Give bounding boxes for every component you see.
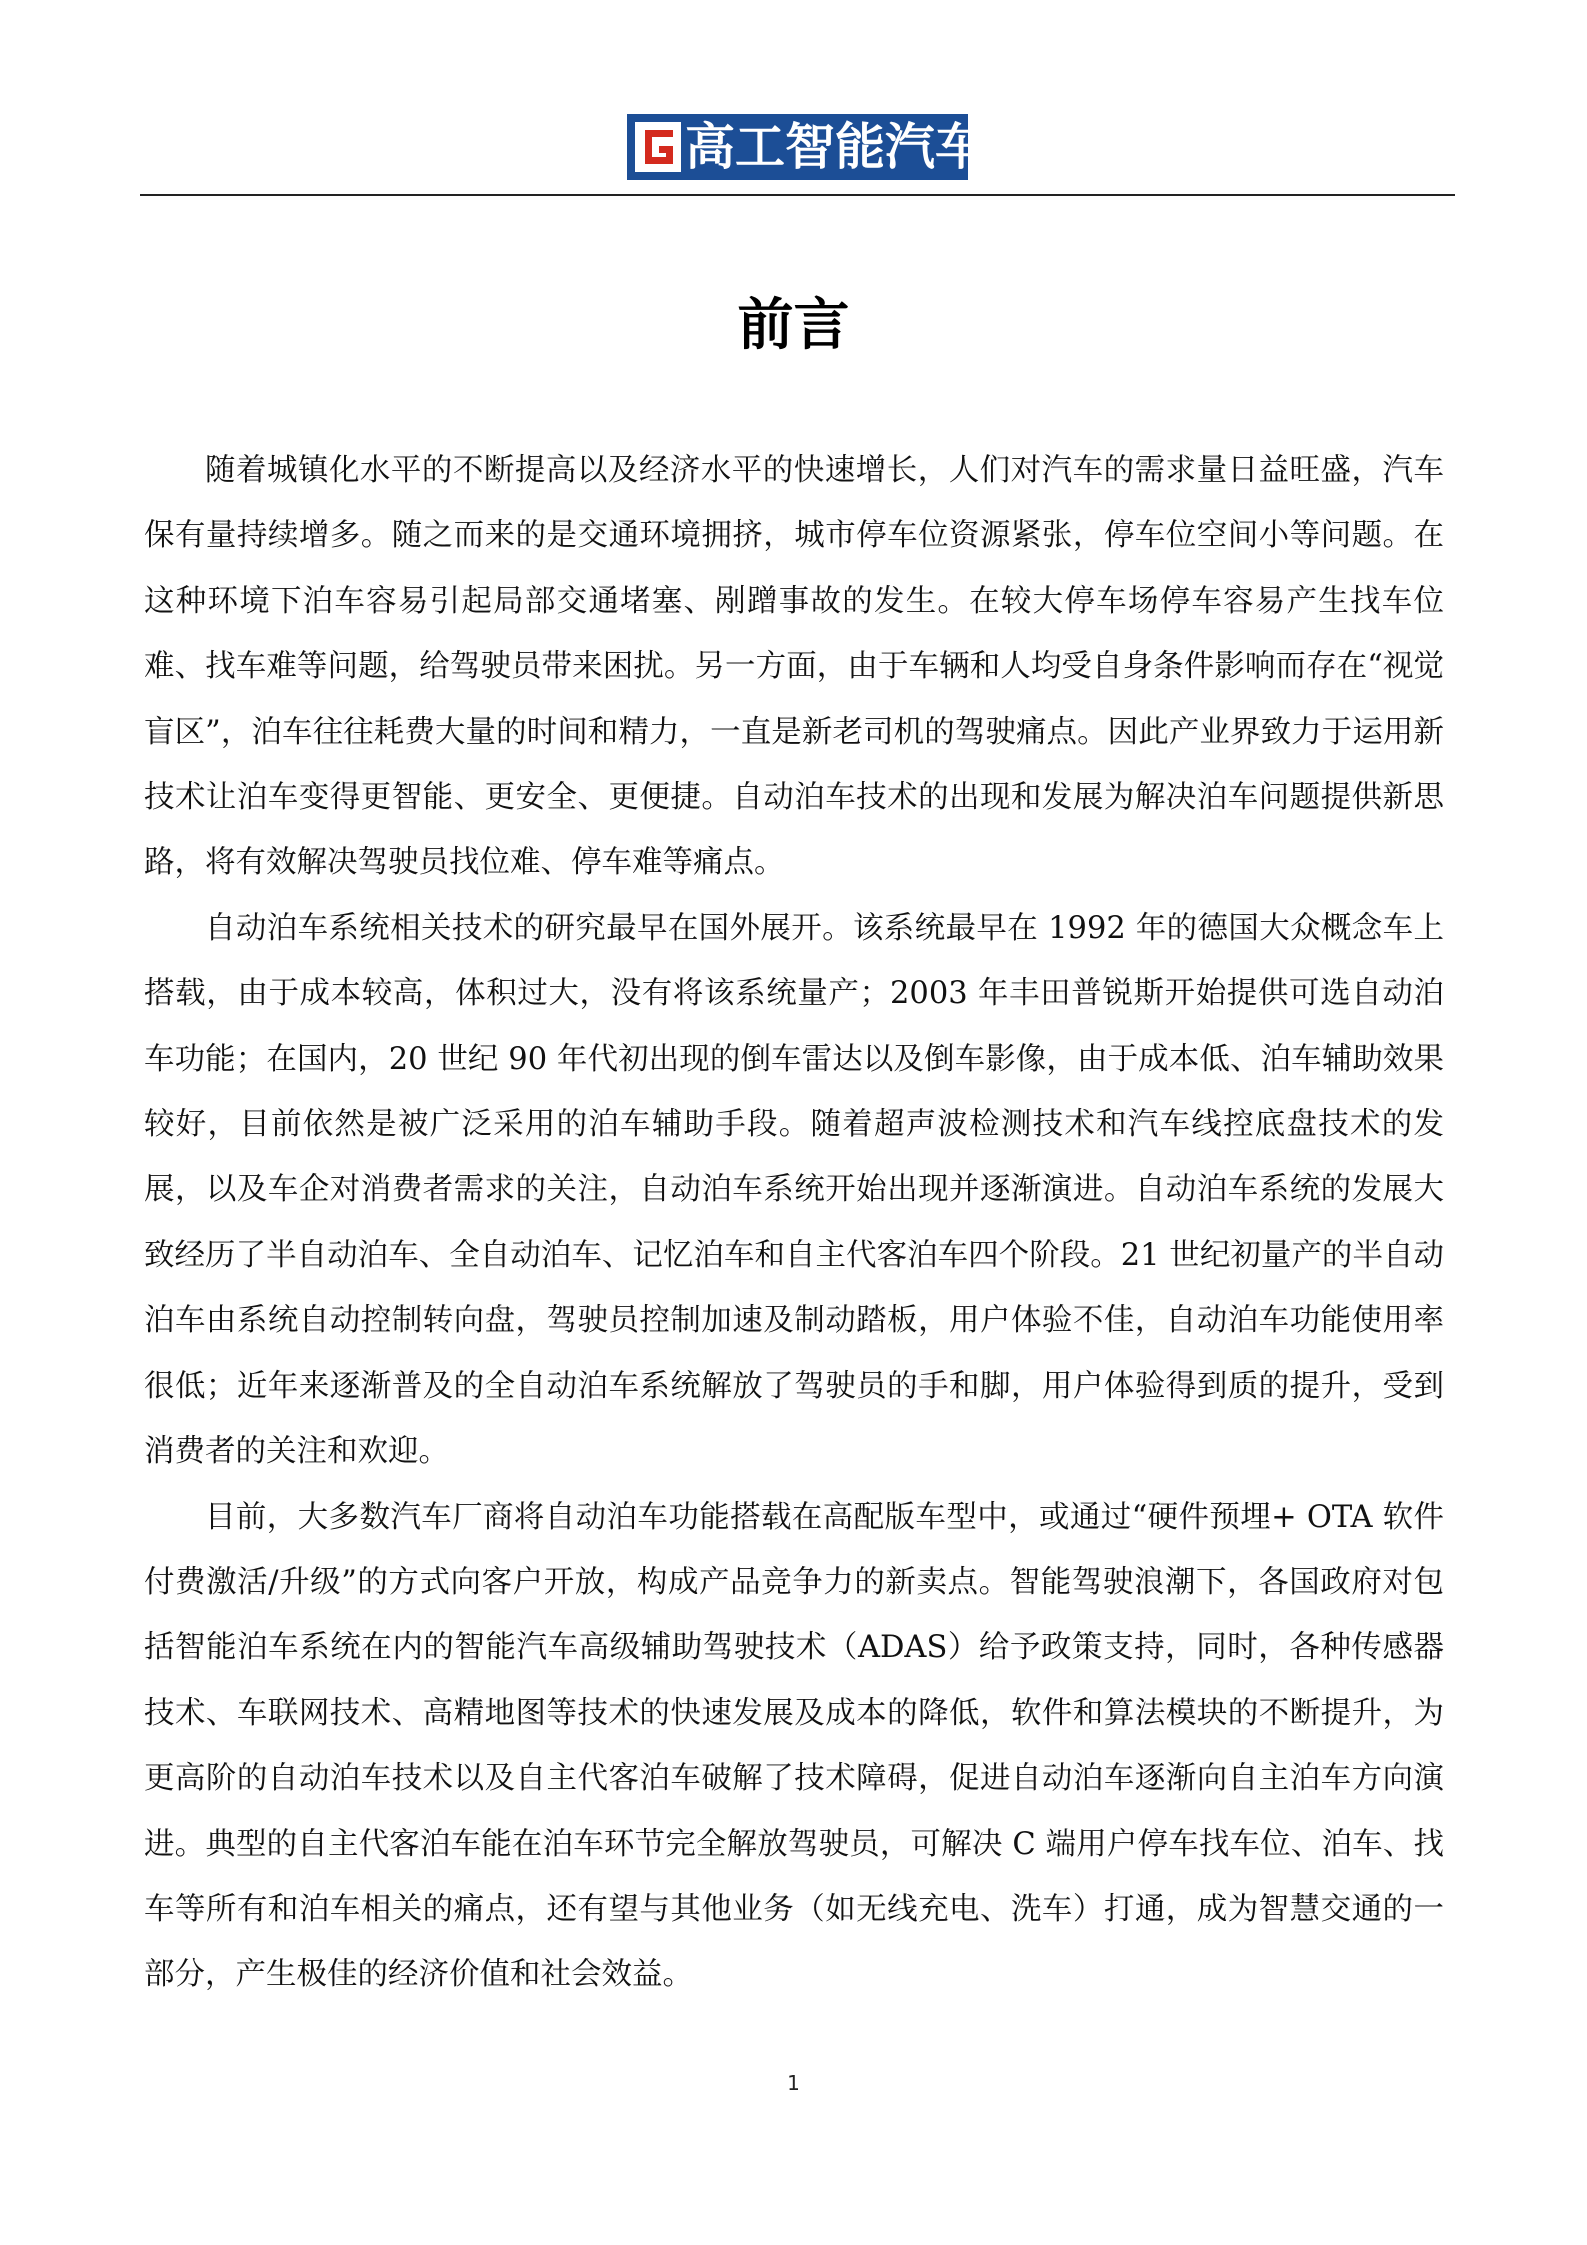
header-divider <box>140 194 1455 196</box>
paragraph: 自动泊车系统相关技术的研究最早在国外展开。该系统最早在 1992 年的德国大众概念车上搭载，由于成本较高，体积过大，没有将该系统量产；2003 年丰田普锐斯开始提供可选自动泊车功能；在国内，20 世纪 90 年代初出现的倒车雷达以及倒车影像，由于成本低、泊车辅助效果较好，目前依然是被广泛采用的泊车辅助手段。随着超声波检测技术和汽车线控底盘技术的发展，以及车企对消费者需求的关注，自动泊车系统开始出现并逐渐演进。自动泊车系统的发展大致经历了半自动泊车、全自动泊车、记忆泊车和自主代客泊车四个阶段。21 世纪初量产的半自动泊车由系统自动控制转向盘，驾驶员控制加速及制动踏板，用户体验不佳，自动泊车功能使用率很低；近年来逐渐普及的全自动泊车系统解放了驾驶员的手和脚，用户体验得到质的提升，受到消费者的关注和欢迎。 <box>144 910 1444 1470</box>
page-number: 1 <box>787 2071 800 2095</box>
paragraph: 随着城镇化水平的不断提高以及经济水平的快速增长，人们对汽车的需求量日益旺盛，汽车保有量持续增多。随之而来的是交通环境拥挤，城市停车位资源紧张，停车位空间小等问题。在这种环境下泊车容易引起局部交通堵塞、剐蹭事故的发生。在较大停车场停车容易产生找车位难、找车难等问题，给驾驶员带来困扰。另一方面，由于车辆和人均受自身条件影响而存在“视觉盲区”，泊车往往耗费大量的时间和精力，一直是新老司机的驾驶痛点。因此产业界致力于运用新技术让泊车变得更智能、更安全、更便捷。自动泊车技术的出现和发展为解决泊车问题提供新思路，将有效解决驾驶员找位难、停车难等痛点。 <box>144 453 1444 881</box>
body-text <box>144 438 1444 2008</box>
header-logo <box>627 114 985 180</box>
paragraph: 目前，大多数汽车厂商将自动泊车功能搭载在高配版车型中，或通过“硬件预埋+ OTA 软件付费激活/升级”的方式向客户开放，构成产品竞争力的新卖点。智能驾驶浪潮下，各国政府对包括智能泊车系统在内的智能汽车高级辅助驾驶技术（ADAS）给予政策支持，同时，各种传感器技术、车联网技术、高精地图等技术的快速发展及成本的降低，软件和算法模块的不断提升，为更高阶的自动泊车技术以及自主代客泊车破解了技术障碍，促进自动泊车逐渐向自主泊车方向演进。典型的自主代客泊车能在泊车环节完全解放驾驶员，可解决 C 端用户停车找车位、泊车、找车等所有和泊车相关的痛点，还有望与其他业务（如无线充电、洗车）打通，成为智慧交通的一部分，产生极佳的经济价值和社会效益。 <box>144 1499 1444 1993</box>
logo-text: 高工智能汽车 <box>685 118 985 176</box>
g-logo-icon <box>635 122 681 172</box>
page-title: 前言 <box>737 293 850 358</box>
